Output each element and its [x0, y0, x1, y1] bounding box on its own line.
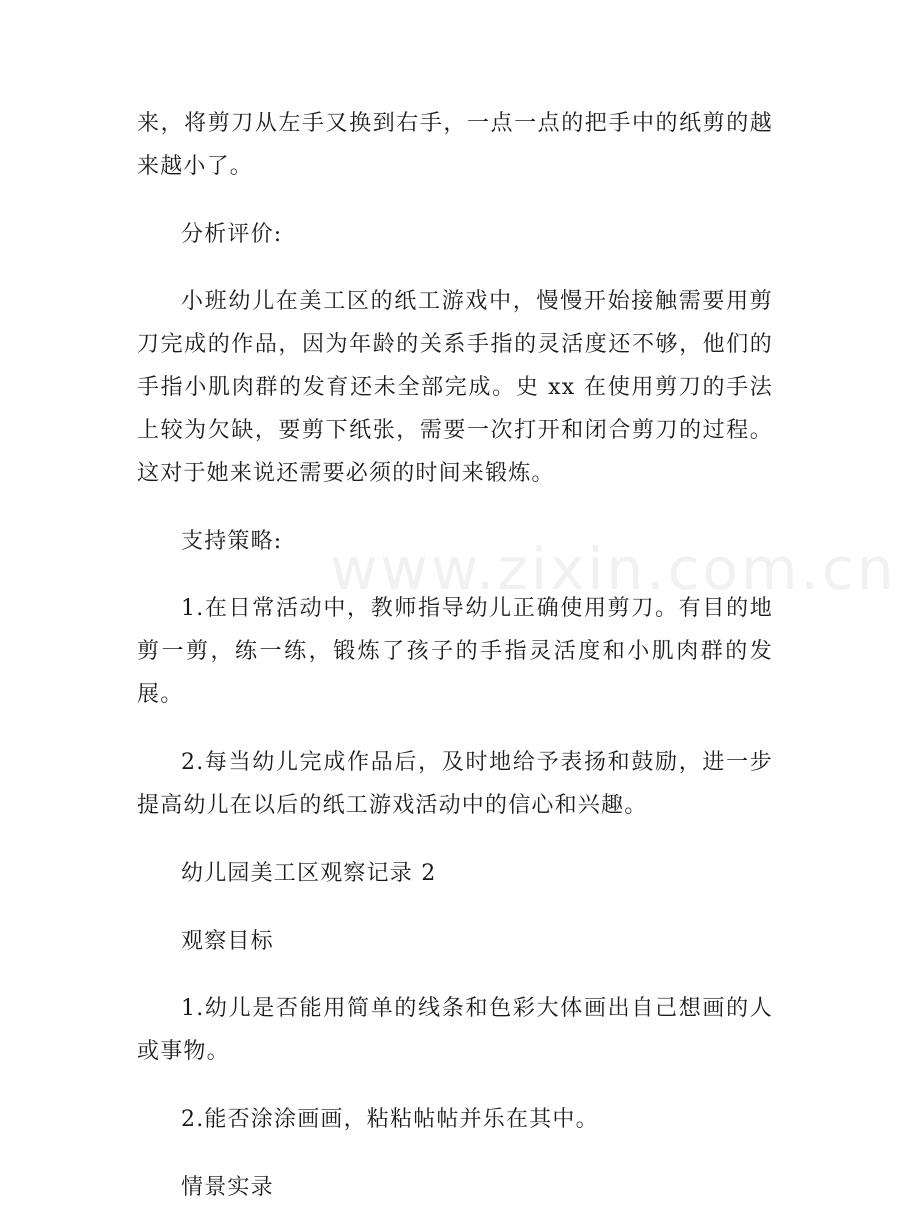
section-title-record-2: 幼儿园美工区观察记录 2 — [181, 861, 437, 886]
strategy-item-2: 2.每当幼儿完成作品后，及时地给予表扬和鼓励，进一步提高幼儿在以后的纸工游戏活动中的信心和兴趣。 — [137, 750, 773, 818]
document-body — [137, 102, 773, 1209]
heading-observation-goal: 观察目标 — [181, 929, 274, 954]
paragraph-continuation: 来，将剪刀从左手又换到右手，一点一点的把手中的纸剪的越来越小了。 — [137, 111, 773, 179]
heading-support-strategy: 支持策略: — [181, 529, 283, 554]
goal-item-1: 1.幼儿是否能用简单的线条和色彩大体画出自己想画的人或事物。 — [137, 996, 773, 1064]
goal-item-2: 2.能否涂涂画画，粘粘帖帖并乐在其中。 — [181, 1107, 599, 1132]
heading-scene-record: 情景实录 — [181, 1175, 274, 1200]
watermark: www.zixin.com.cn — [330, 535, 897, 603]
paragraph-analysis: 小班幼儿在美工区的纸工游戏中，慢慢开始接触需要用剪刀完成的作品，因为年龄的关系手指的灵活度还不够，他们的手指小肌肉群的发育还未全部完成。史 xx 在使用剪刀的手法上较为欠缺，要剪下纸张，需要一次打开和闭合剪刀的过程。这对于她来说还需要必须的时间来锻炼。 — [137, 289, 773, 486]
strategy-item-1: 1.在日常活动中，教师指导幼儿正确使用剪刀。有目的地剪一剪，练一练，锻炼了孩子的手指灵活度和小肌肉群的发展。 — [137, 596, 773, 707]
heading-analysis: 分析评价: — [181, 222, 283, 247]
